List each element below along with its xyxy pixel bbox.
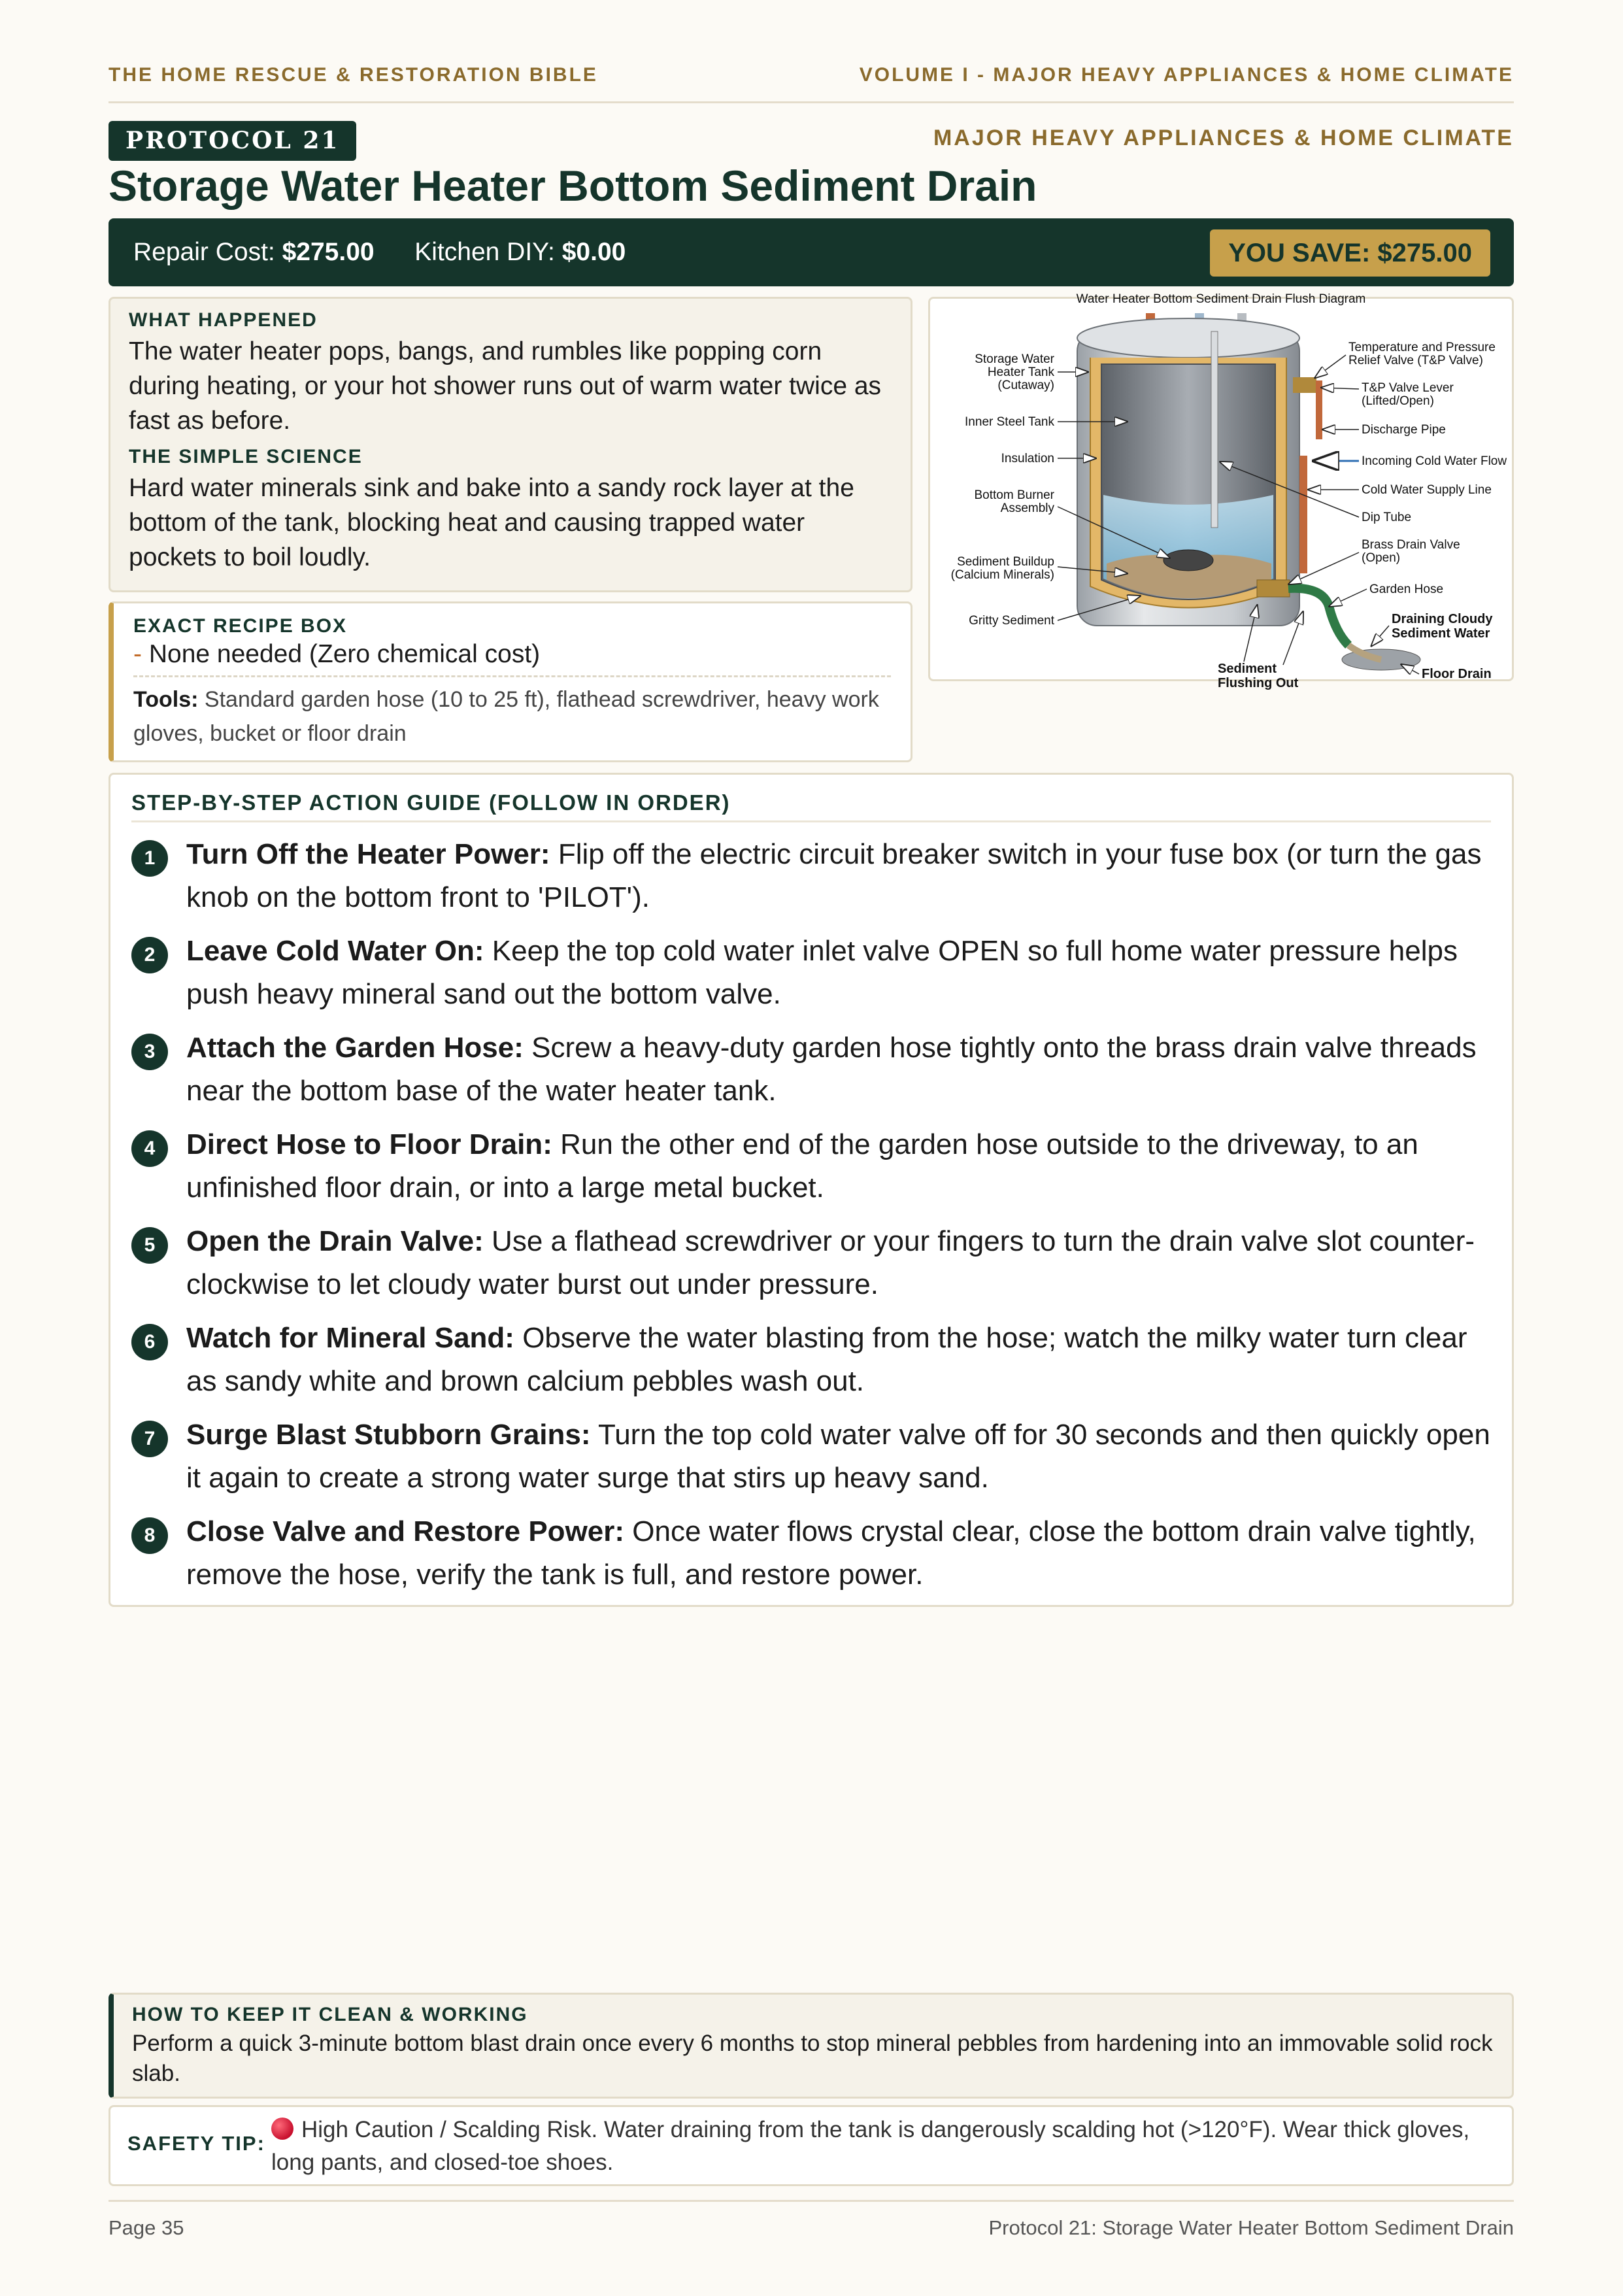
step-text: Flip off the electric circuit breaker switch in your fuse box (or turn the gas knob on the bottom front to 'PILOT'). <box>186 838 1482 913</box>
svg-text:Bottom Burner: Bottom Burner <box>974 488 1054 502</box>
what-happened-label: WHAT HAPPENED <box>129 309 318 331</box>
step-text: Run the other end of the garden hose outside to the driveway, to an unfinished floor drain, or into a large metal bucket. <box>186 1128 1418 1204</box>
savings-badge: YOU SAVE: $275.00 <box>1210 229 1490 277</box>
step-text: Turn the top cold water valve off for 30 seconds and then quickly open it again to create a strong water surge that stirs up heavy sand. <box>186 1419 1490 1494</box>
step-text: Screw a heavy-duty garden hose tightly onto the brass drain valve threads near the bottom base of the water heater tank. <box>186 1032 1477 1107</box>
svg-text:Insulation: Insulation <box>1001 452 1054 465</box>
step-text: Observe the water blasting from the hose; watch the milky water turn clear as sandy white and brown calcium pebbles wash out. <box>186 1322 1467 1397</box>
step-title: Open the Drain Valve: <box>186 1225 484 1257</box>
diagram-title: Water Heater Bottom Sediment Drain Flush Diagram <box>1076 292 1366 306</box>
what-happened-text: The water heater pops, bangs, and rumbles like popping corn during heating, or your hot shower runs out of warm water twice as fast as before. <box>129 337 882 435</box>
safety-label: SAFETY TIP: <box>127 2132 265 2155</box>
protocol-badge: PROTOCOL 21 <box>109 121 356 161</box>
step-title: Direct Hose to Floor Drain: <box>186 1128 552 1160</box>
step-title: Watch for Mineral Sand: <box>186 1322 514 1354</box>
step-number: 3 <box>131 1034 168 1070</box>
step-item <box>131 1413 1491 1500</box>
step-item <box>131 833 1491 919</box>
recipe-box <box>109 601 912 762</box>
book-title: THE HOME RESCUE & RESTORATION BIBLE <box>109 64 598 86</box>
recipe-item <box>133 640 891 669</box>
recipe-divider <box>133 675 891 677</box>
tools-text: Standard garden hose (10 to 25 ft), flathead screwdriver, heavy work gloves, bucket or floor drain <box>133 687 879 746</box>
step-number: 7 <box>131 1421 168 1457</box>
svg-text:Heater Tank: Heater Tank <box>987 365 1054 379</box>
step-title: Close Valve and Restore Power: <box>186 1515 625 1547</box>
repair-cost-value: $275.00 <box>282 238 375 266</box>
step-item <box>131 930 1491 1016</box>
svg-text:Relief Valve (T&P Valve): Relief Valve (T&P Valve) <box>1348 354 1483 367</box>
safety-text-block <box>271 2114 1500 2179</box>
step-item <box>131 1026 1491 1113</box>
safety-text: High Caution / Scalding Risk. Water draining from the tank is dangerously scalding hot (>120°F). Wear thick gloves, long pants, and closed-toe shoes. <box>271 2117 1470 2175</box>
step-text: Use a flathead screwdriver or your fingers to turn the drain valve slot counter-clockwise to let cloudy water burst out under pressure. <box>186 1225 1475 1300</box>
svg-text:Sediment: Sediment <box>1218 662 1277 676</box>
svg-text:Dip Tube: Dip Tube <box>1362 511 1412 524</box>
svg-text:Incoming Cold Water Flow: Incoming Cold Water Flow <box>1362 454 1507 468</box>
svg-text:(Cutaway): (Cutaway) <box>997 379 1054 392</box>
recipe-item-text: None needed (Zero chemical cost) <box>148 640 541 668</box>
svg-text:Sediment Buildup: Sediment Buildup <box>957 555 1054 569</box>
step-item <box>131 1317 1491 1403</box>
diagram-illustration <box>930 292 1512 690</box>
cost-bar <box>109 218 1514 286</box>
step-item <box>131 1123 1491 1209</box>
svg-text:Assembly: Assembly <box>1000 501 1054 515</box>
steps-heading: STEP-BY-STEP ACTION GUIDE (FOLLOW IN ORDER) <box>131 790 1491 822</box>
page <box>109 0 1514 2296</box>
step-text: Once water flows crystal clear, close the bottom drain valve tightly, remove the hose, verify the tank is full, and restore power. <box>186 1515 1476 1591</box>
svg-text:Flushing Out: Flushing Out <box>1218 676 1299 690</box>
maintenance-label: HOW TO KEEP IT CLEAN & WORKING <box>132 2004 528 2025</box>
step-item <box>131 1510 1491 1596</box>
step-number: 5 <box>131 1227 168 1264</box>
footer-reference: Protocol 21: Storage Water Heater Bottom Sediment Drain <box>988 2216 1514 2239</box>
diy-cost-value: $0.00 <box>561 238 626 266</box>
svg-text:(Calcium Minerals): (Calcium Minerals) <box>950 568 1054 582</box>
svg-text:Cold Water Supply Line: Cold Water Supply Line <box>1362 483 1492 497</box>
cost-summary <box>133 218 626 286</box>
svg-text:Discharge Pipe: Discharge Pipe <box>1362 423 1446 437</box>
svg-text:Sediment Water: Sediment Water <box>1392 626 1490 641</box>
step-number: 6 <box>131 1324 168 1360</box>
svg-text:Storage Water: Storage Water <box>975 352 1054 366</box>
step-number: 8 <box>131 1517 168 1554</box>
step-number: 1 <box>131 840 168 877</box>
diy-cost-label: Kitchen DIY: <box>414 238 555 266</box>
volume-title: VOLUME I - MAJOR HEAVY APPLIANCES & HOME CLIMATE <box>859 64 1514 86</box>
simple-science-text: Hard water minerals sink and bake into a sandy rock layer at the bottom of the tank, blocking heat and causing trapped water pockets to boil loudly. <box>129 474 854 571</box>
repair-cost-label: Repair Cost: <box>133 238 275 266</box>
svg-text:Inner Steel Tank: Inner Steel Tank <box>965 415 1054 429</box>
page-title: Storage Water Heater Bottom Sediment Drain <box>109 161 1037 210</box>
step-number: 4 <box>131 1130 168 1167</box>
problem-info-box <box>109 297 912 592</box>
footer-divider <box>109 2200 1514 2202</box>
header-divider <box>109 101 1514 103</box>
svg-text:T&P Valve Lever: T&P Valve Lever <box>1362 381 1454 395</box>
svg-text:Floor Drain: Floor Drain <box>1422 667 1492 681</box>
svg-text:Brass Drain Valve: Brass Drain Valve <box>1362 538 1460 552</box>
svg-text:Temperature and Pressure: Temperature and Pressure <box>1348 341 1496 354</box>
recipe-label: EXACT RECIPE BOX <box>133 615 348 637</box>
steps-box <box>109 773 1514 1607</box>
water-heater-diagram <box>928 292 1514 690</box>
svg-text:Draining Cloudy: Draining Cloudy <box>1392 612 1493 626</box>
svg-text:(Open): (Open) <box>1362 551 1401 565</box>
step-title: Attach the Garden Hose: <box>186 1032 524 1064</box>
step-item <box>131 1220 1491 1306</box>
page-number: Page 35 <box>109 2216 184 2239</box>
step-title: Turn Off the Heater Power: <box>186 838 550 870</box>
step-title: Surge Blast Stubborn Grains: <box>186 1419 591 1451</box>
maintenance-text: Perform a quick 3-minute bottom blast drain once every 6 months to stop mineral pebbles from hardening into an immovable solid rock slab. <box>132 2031 1493 2086</box>
maintenance-box <box>109 1993 1514 2099</box>
svg-text:(Lifted/Open): (Lifted/Open) <box>1362 394 1434 408</box>
step-text: Keep the top cold water inlet valve OPEN so full home water pressure helps push heavy mineral sand out the bottom valve. <box>186 935 1458 1010</box>
category-label: MAJOR HEAVY APPLIANCES & HOME CLIMATE <box>933 126 1514 150</box>
svg-text:Gritty Sediment: Gritty Sediment <box>969 614 1054 628</box>
running-header <box>109 64 1514 90</box>
svg-text:Garden Hose: Garden Hose <box>1369 582 1444 596</box>
tools-label: Tools: <box>133 687 199 712</box>
step-number: 2 <box>131 937 168 973</box>
tools-list <box>133 683 891 751</box>
recipe-dash: - <box>133 640 142 668</box>
simple-science-label: THE SIMPLE SCIENCE <box>129 446 363 467</box>
step-title: Leave Cold Water On: <box>186 935 484 967</box>
safety-box <box>109 2105 1514 2186</box>
warning-dot-icon <box>271 2118 293 2140</box>
